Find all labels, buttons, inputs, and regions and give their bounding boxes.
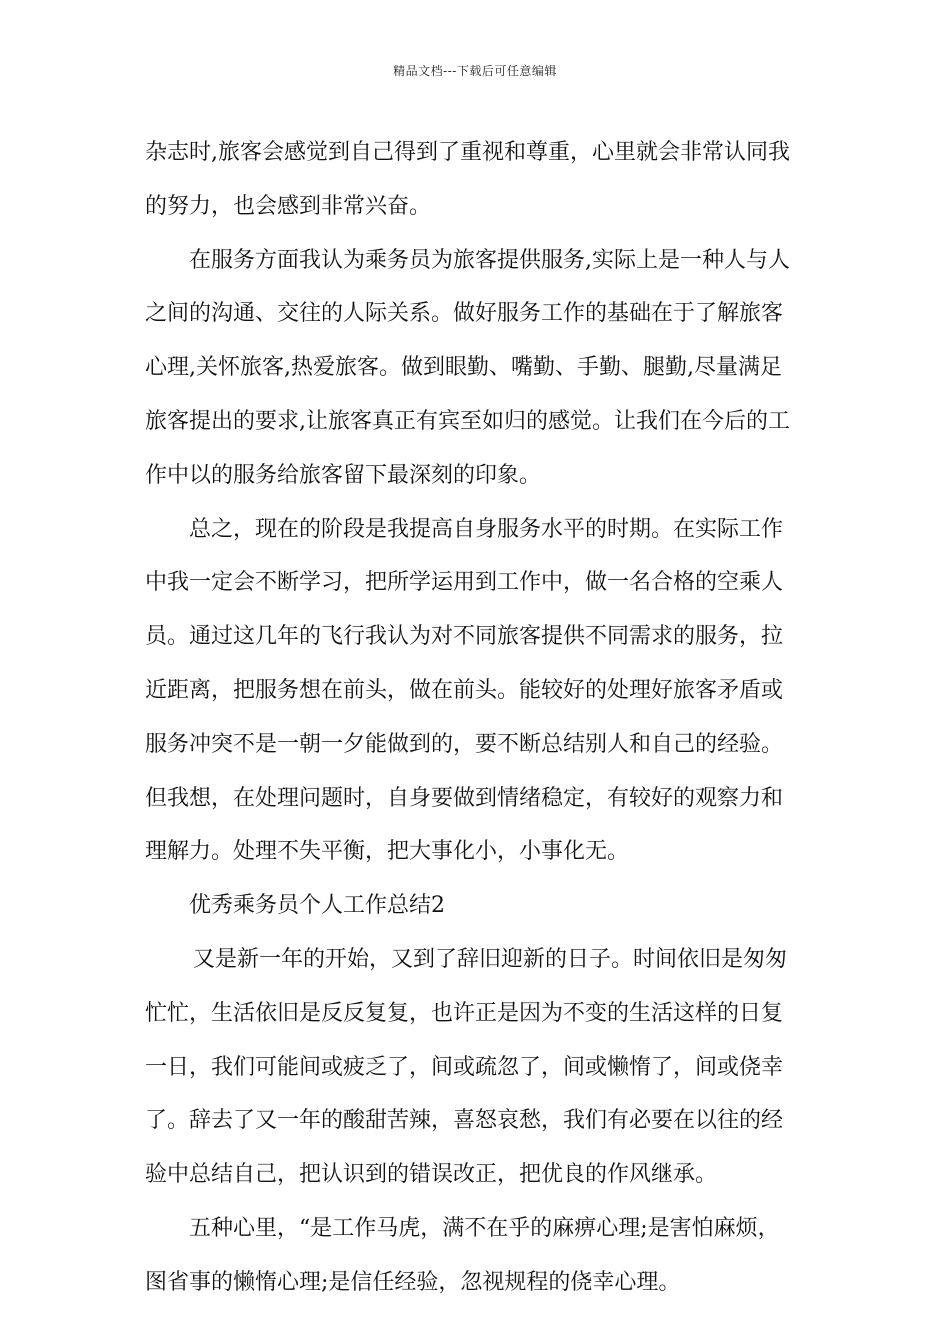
section-heading: 优秀乘务员个人工作总结2 [189,893,445,919]
text-line: 服务冲突不是一朝一夕能做到的，要不断总结别人和自己的经验。 [145,731,784,757]
text-line: 作中以的服务给旅客留下最深刻的印象。 [145,462,542,488]
paragraph-start-line: 又是新一年的开始，又到了辞旧迎新的日子。时间依旧是匆匆 [193,946,788,972]
text-line: 的努力，也会感到非常兴奋。 [145,193,432,219]
paragraph-start-line: 总之，现在的阶段是我提高自身服务水平的时期。在实际工作 [189,516,784,542]
text-line: 杂志时,旅客会感觉到自己得到了重视和尊重，心里就会非常认同我 [145,140,790,165]
text-line: 一日，我们可能间或疲乏了，间或疏忽了，间或懒惰了，间或侥幸 [145,1054,784,1080]
text-line: 心理,关怀旅客,热爱旅客。做到眼勤、嘴勤、手勤、腿勤,尽量满足 [145,355,782,381]
text-line: 之间的沟通、交往的人际关系。做好服务工作的基础在于了解旅客 [145,301,784,327]
text-line: 中我一定会不断学习，把所学运用到工作中，做一名合格的空乘人 [145,570,784,596]
text-line: 忙忙，生活依旧是反反复复，也许正是因为不变的生活这样的日复 [145,1000,784,1026]
text-line: 但我想，在处理问题时，自身要做到情绪稳定，有较好的观察力和 [145,785,784,811]
paragraph-start-line: 五种心里，“是工作马虎，满不在乎的麻痹心理;是害怕麻烦， [189,1215,780,1241]
paragraph-start-line: 在服务方面我认为乘务员为旅客提供服务,实际上是一种人与人 [189,247,790,273]
page-header: 精品文档---下载后可任意编辑 [393,64,557,78]
text-line: 验中总结自己，把认识到的错误改正，把优良的作风继承。 [145,1162,718,1188]
text-line: 近距离，把服务想在前头，做在前头。能较好的处理好旅客矛盾或 [145,677,784,703]
text-line: 旅客提出的要求,让旅客真正有宾至如归的感觉。让我们在今后的工 [145,408,790,434]
text-line: 了。辞去了又一年的酸甜苦辣，喜怒哀愁，我们有必要在以往的经 [145,1108,784,1134]
text-line: 员。通过这几年的飞行我认为对不同旅客提供不同需求的服务，拉 [145,624,784,650]
text-line: 理解力。处理不失平衡，把大事化小，小事化无。 [145,839,630,865]
document-body [145,126,809,1310]
text-line: 图省事的懒惰心理;是信任经验，忽视规程的侥幸心理。 [145,1269,681,1295]
